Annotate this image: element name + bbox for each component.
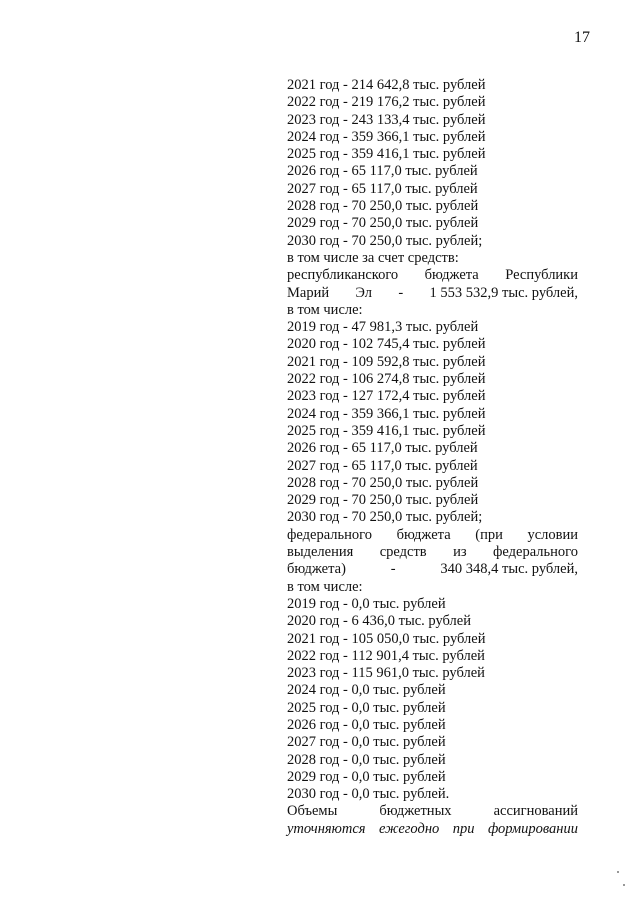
republican-budget-heading-line-1 bbox=[287, 267, 578, 284]
word: выделения bbox=[287, 544, 354, 561]
word: Эл bbox=[355, 284, 373, 301]
text-line: 2019 год - 47 981,3 тыс. рублей bbox=[287, 319, 479, 336]
text-line: 2027 год - 0,0 тыс. рублей bbox=[287, 734, 446, 751]
text-line: 2021 год - 105 050,0 тыс. рублей bbox=[287, 630, 486, 647]
text-line: 2022 год - 112 901,4 тыс. рублей bbox=[287, 647, 485, 664]
text-line: 2024 год - 359 366,1 тыс. рублей bbox=[287, 128, 486, 145]
word: федерального bbox=[493, 544, 578, 561]
text-line: 2026 год - 65 117,0 тыс. рублей bbox=[287, 163, 478, 180]
federal-budget-heading-line-3 bbox=[287, 561, 578, 578]
text-line: 2030 год - 70 250,0 тыс. рублей; bbox=[287, 232, 483, 249]
page-number: 17 bbox=[574, 29, 590, 46]
word: средств bbox=[379, 544, 427, 561]
word: (при bbox=[475, 526, 503, 543]
text-line: 2029 год - 70 250,0 тыс. рублей bbox=[287, 492, 479, 509]
text-line: 2024 год - 359 366,1 тыс. рублей bbox=[287, 405, 486, 422]
word: республиканского bbox=[287, 267, 399, 284]
word: формировании bbox=[487, 820, 578, 837]
federal-budget-heading-line-2 bbox=[287, 544, 578, 561]
word: бюджета bbox=[396, 526, 451, 543]
closing-line-1 bbox=[287, 803, 578, 820]
budget-text-block bbox=[287, 77, 578, 838]
word: уточняются bbox=[287, 820, 366, 837]
text-line: 2019 год - 0,0 тыс. рублей bbox=[287, 595, 446, 612]
federal-budget-heading-line-1 bbox=[287, 527, 578, 544]
word: из bbox=[453, 544, 467, 561]
word: федерального bbox=[287, 526, 372, 543]
word: 340 348,4 тыс. рублей, bbox=[440, 561, 578, 578]
text-line: 2029 год - 70 250,0 тыс. рублей bbox=[287, 215, 479, 232]
text-line: 2020 год - 102 745,4 тыс. рублей bbox=[287, 336, 486, 353]
including-label: в том числе: bbox=[287, 301, 363, 318]
text-line: 2022 год - 106 274,8 тыс. рублей bbox=[287, 371, 486, 388]
word: ассигнований bbox=[493, 803, 578, 820]
word: 1 553 532,9 тыс. рублей, bbox=[429, 284, 578, 301]
text-line: 2023 год - 115 961,0 тыс. рублей bbox=[287, 665, 485, 682]
word: Объемы bbox=[287, 803, 338, 820]
including-label: в том числе: bbox=[287, 578, 363, 595]
source-intro: в том числе за счет средств: bbox=[287, 249, 459, 266]
text-line: 2020 год - 6 436,0 тыс. рублей bbox=[287, 613, 471, 630]
word: условии bbox=[527, 526, 578, 543]
text-line: 2023 год - 127 172,4 тыс. рублей bbox=[287, 388, 486, 405]
word: бюджета) bbox=[287, 561, 346, 578]
word: Марий bbox=[287, 284, 330, 301]
text-line: 2030 год - 0,0 тыс. рублей. bbox=[287, 786, 450, 803]
text-line: 2027 год - 65 117,0 тыс. рублей bbox=[287, 180, 478, 197]
republican-budget-heading-line-2 bbox=[287, 285, 578, 302]
word: при bbox=[452, 820, 475, 837]
text-line: 2021 год - 109 592,8 тыс. рублей bbox=[287, 353, 486, 370]
text-line: 2025 год - 359 416,1 тыс. рублей bbox=[287, 146, 486, 163]
text-line: 2023 год - 243 133,4 тыс. рублей bbox=[287, 111, 486, 128]
text-line: 2025 год - 359 416,1 тыс. рублей bbox=[287, 422, 486, 439]
word: бюджетных bbox=[379, 803, 452, 820]
text-line: 2026 год - 65 117,0 тыс. рублей bbox=[287, 440, 478, 457]
word: - bbox=[390, 561, 396, 578]
scan-speck bbox=[617, 871, 619, 873]
text-line: 2027 год - 65 117,0 тыс. рублей bbox=[287, 457, 478, 474]
text-line: 2028 год - 70 250,0 тыс. рублей bbox=[287, 474, 479, 491]
word: бюджета bbox=[424, 267, 479, 284]
text-line: 2026 год - 0,0 тыс. рублей bbox=[287, 716, 446, 733]
scan-speck bbox=[623, 884, 625, 886]
word: Республики bbox=[505, 267, 578, 284]
word: ежегодно bbox=[378, 820, 440, 837]
text-line: 2024 год - 0,0 тыс. рублей bbox=[287, 682, 446, 699]
text-line: 2022 год - 219 176,2 тыс. рублей bbox=[287, 94, 486, 111]
text-line: 2025 год - 0,0 тыс. рублей bbox=[287, 699, 446, 716]
text-line: 2030 год - 70 250,0 тыс. рублей; bbox=[287, 509, 483, 526]
text-line: 2028 год - 70 250,0 тыс. рублей bbox=[287, 198, 479, 215]
text-line: 2021 год - 214 642,8 тыс. рублей bbox=[287, 77, 486, 93]
word: - bbox=[398, 284, 404, 301]
closing-line-2 bbox=[287, 821, 578, 838]
text-line: 2029 год - 0,0 тыс. рублей bbox=[287, 768, 446, 785]
text-line: 2028 год - 0,0 тыс. рублей bbox=[287, 751, 446, 768]
